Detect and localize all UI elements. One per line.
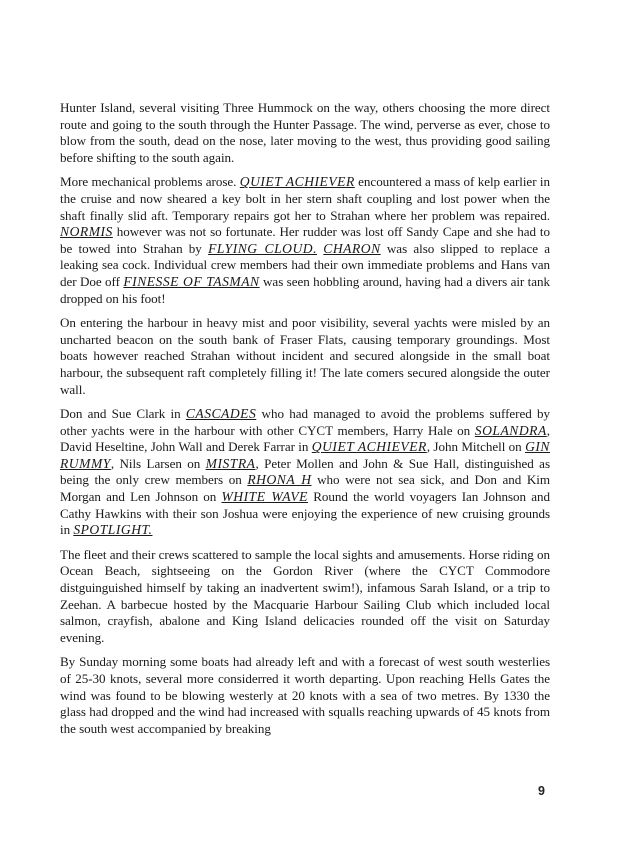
text-run: Don and Sue Clark in — [60, 406, 186, 422]
text-run: More mechanical problems arose. — [60, 174, 240, 190]
paragraph — [60, 315, 550, 398]
text-run: Round the world voyagers Ian Johnson and Cathy Hawkins with their son Joshua were enjoying the experience of new cruising grounds in — [60, 489, 550, 538]
page-number: 9 — [538, 784, 545, 798]
text-run: however was not so fortunate. Her rudder was lost off Sandy Cape and she had to be towed into Strahan by — [60, 224, 550, 256]
paragraph — [60, 406, 550, 539]
text-run: encountered a mass of kelp earlier in the cruise and now sheared a key bolt in her stern shaft coupling and lost power when the shaft finally slid aft. Temporary repairs got her to Strahan where her problem was repaired. — [60, 174, 550, 223]
paragraph — [60, 174, 550, 307]
boat-name: MISTRA — [205, 455, 256, 471]
text-run: , John Mitchell on — [426, 439, 526, 455]
boat-name: NORMIS — [60, 224, 113, 240]
text-run: , David Heseltine, John Wall and Derek Farrar in — [60, 422, 550, 455]
text-run: was also slipped to replace a leaking sea cock. Individual crew members had their own immediate problems and Hans van der Doe off — [60, 240, 551, 289]
paragraph — [60, 547, 550, 647]
text-run: , Peter Mollen and John & Sue Hall, distinguished as being the only crew members on — [60, 455, 550, 488]
text-run: By Sunday morning some boats had already left and with a forecast of west south westerlies of 25-30 knots, several more considerred it worth departing. Upon reaching Hells Gates the wind was found to be blowing westerly at 20 knots with a sea of two metres. By 1330 the glass had dropped and the wind had increased with squalls reaching upwards of 45 knots from the south west accompanied by breaking — [60, 654, 550, 736]
text-run: was seen hobbling around, having had a divers air tank dropped on his foot! — [60, 273, 550, 306]
boat-name: GIN RUMMY — [60, 439, 550, 471]
text-run: who had managed to avoid the problems suffered by other yachts were in the harbour with other CYCT members, Harry Hale on — [60, 406, 550, 438]
paragraph — [60, 654, 550, 737]
text-run: , Nils Larsen on — [110, 455, 206, 471]
boat-name: QUIET ACHIEVER — [311, 439, 427, 455]
boat-name: CASCADES — [185, 406, 257, 422]
boat-name: FINESSE OF TASMAN — [123, 273, 260, 289]
text-run: The fleet and their crews scattered to sample the local sights and amusements. Horse riding on Ocean Beach, sightseeing on the Gordon River (where the CYCT Commodore distguinguished himself by taking an inadvertent swim!), infamous Sarah Island, or a trip to Zeehan. A barbecue hosted by the Macquarie Harbour Sailing Club which included local salmon, crayfish, abalone and King Island delicacies rounded off the visit on Saturday evening. — [60, 546, 550, 645]
boat-name: WHITE WAVE — [221, 489, 308, 505]
boat-name: SOLANDRA — [474, 422, 547, 438]
boat-name: RHONA H — [247, 472, 312, 488]
boat-name: FLYING CLOUD. — [208, 240, 318, 256]
boat-name: CHARON — [323, 240, 381, 256]
boat-name: SPOTLIGHT. — [73, 522, 153, 538]
text-run: Hunter Island, several visiting Three Hummock on the way, others choosing the more direct route and going to the south through the Hunter Passage. The wind, perverse as ever, chose to blow from the south, dead on the nose, later moving to the west, thus providing good sailing before shifting to the south again. — [60, 100, 550, 165]
paragraph — [60, 100, 550, 166]
text-run: who were not sea sick, and Don and Kim Morgan and Len Johnson on — [60, 472, 550, 505]
text-run: On entering the harbour in heavy mist and poor visibility, several yachts were misled by an uncharted beacon on the south bank of Fraser Flats, causing temporary groundings. Most boats however reached Strahan without incident and secured alongside in the small boat harbour, the subsequent raft completely filling it! The late comers secured alongside the outer wall. — [60, 315, 550, 397]
page-body — [60, 100, 550, 745]
boat-name: QUIET ACHIEVER — [239, 174, 355, 190]
